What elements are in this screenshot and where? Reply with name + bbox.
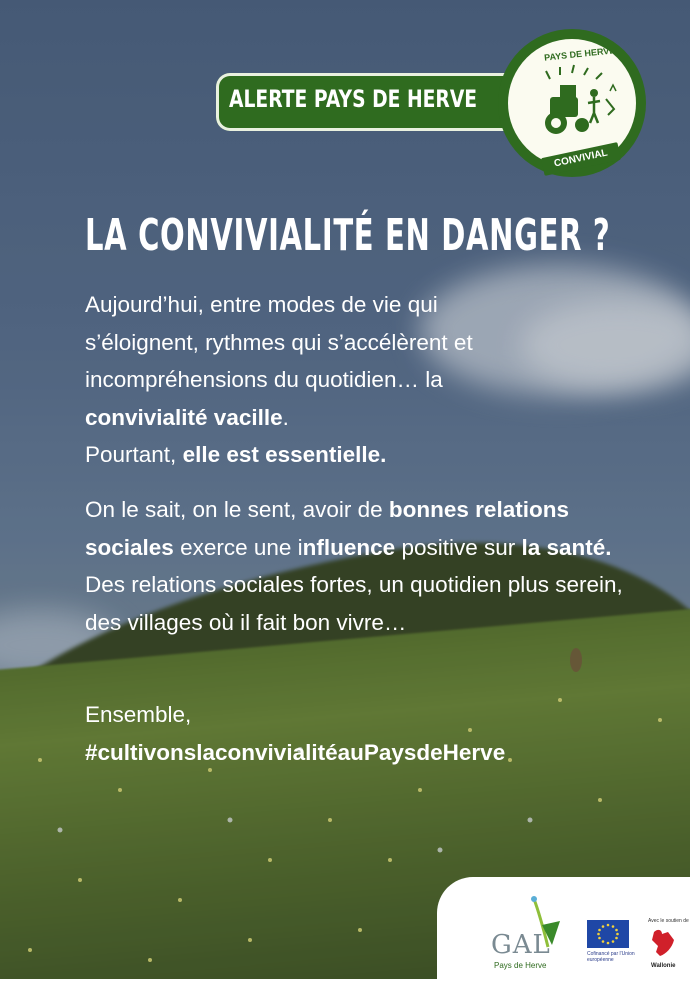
intro-line-1: Aujourd’hui, entre modes de vie qui: [85, 292, 438, 317]
relations-text-3: positive sur: [395, 534, 522, 560]
wallonia-rooster-icon: [648, 926, 678, 960]
intro-line-3: incompréhensions du quotidien… la: [85, 367, 443, 392]
page-title: LA CONVIVIALITÉ EN DANGER ?: [85, 210, 611, 261]
intro-line-2: s’éloignent, rythmes qui s’accélèrent et: [85, 329, 473, 355]
intro-period: .: [282, 404, 289, 430]
relations-text-2: exerce une i: [173, 534, 303, 560]
intro-bold-2: elle est essentielle.: [182, 442, 387, 467]
intro-bold-1: convivialité vacille: [85, 404, 283, 430]
eu-cofinance-text: Cofinancé par l'Union européenne: [587, 951, 635, 963]
logo-arc-text: PAYS DE HERVE: [543, 45, 616, 63]
relations-text-4: Des relations sociales fortes, un quotidien plus serein, des villages où il fait bon vivre…: [85, 572, 623, 635]
logo-ribbon-label: CONVIVIAL: [553, 147, 609, 170]
paragraph-intro: [85, 286, 645, 474]
relations-bold-2: nfluence: [302, 534, 396, 560]
gal-logo-text: GAL: [491, 930, 551, 960]
wallonia-label: Wallonie: [651, 963, 676, 969]
wallonia-support-text: Avec le soutien de: [648, 918, 689, 924]
relations-bold-3: la santé.: [521, 534, 612, 560]
hashtag: #cultivonslaconvivialitéauPaysdeHerve: [85, 739, 506, 765]
intro-line-5: Pourtant,: [85, 442, 183, 467]
alert-banner-label: ALERTE PAYS DE HERVE: [229, 85, 478, 113]
relations-text-1: On le sait, on le sent, avoir de: [85, 497, 389, 522]
eu-stars-icon: [587, 920, 629, 948]
gal-subtitle: Pays de Herve: [494, 961, 547, 970]
paragraph-relations: [85, 491, 625, 641]
paragraph-closing: [85, 696, 645, 771]
relations-bold-1: bonnes relations sociales: [85, 497, 569, 560]
convivial-logo: [498, 29, 646, 177]
eu-flag-icon: [587, 920, 629, 948]
closing-line-1: Ensemble,: [85, 702, 192, 727]
